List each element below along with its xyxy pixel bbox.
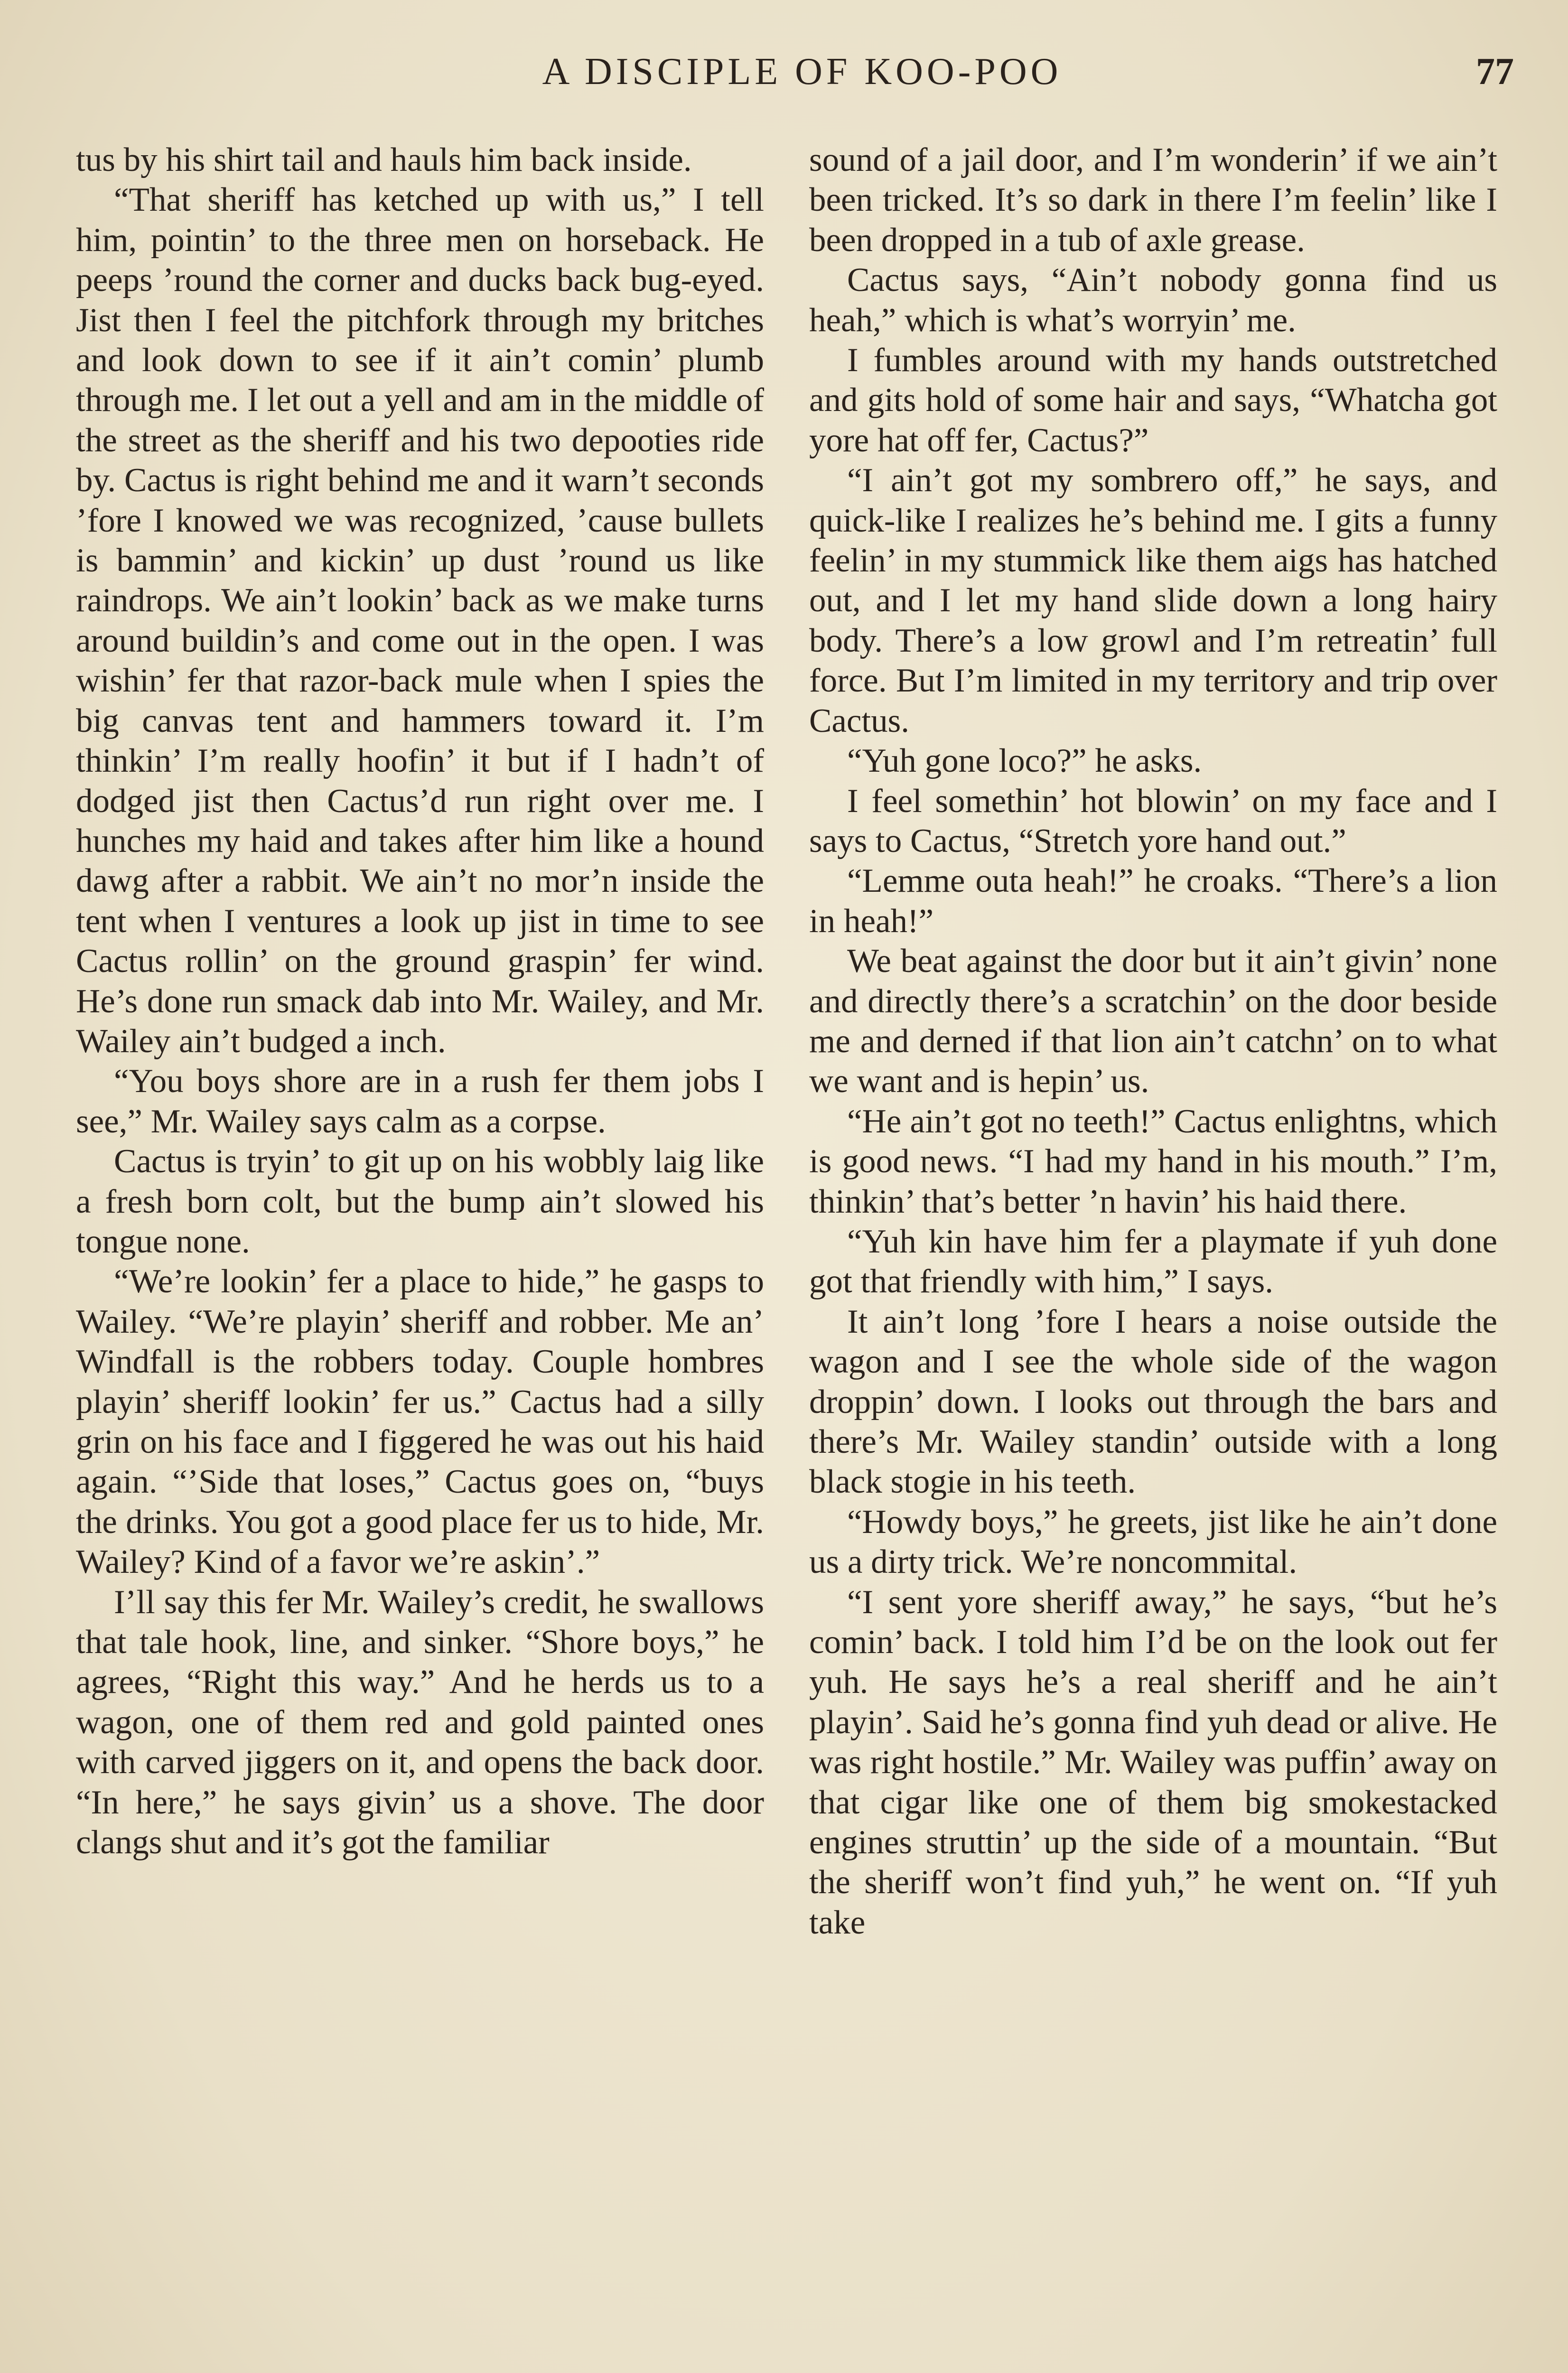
paragraph: I’ll say this fer Mr. Wailey’s credit, he swallows that tale hook, line, and sinker. “Shore boys,” he agrees, “Right this way.” And he herds us to a wagon, one of them red and gold painted ones with carved jiggers on it, and opens the back door. “In here,” he says givin’ us a shove. The door clangs shut and it’s got the familiar [76,1583,764,1861]
paragraph: Cactus says, “Ain’t nobody gonna find us heah,” which is what’s worryin’ me. [809,262,1497,339]
paragraph: “He ain’t got no teeth!” Cactus enlightns, which is good news. “I had my hand in his mouth.” I’m, thinkin’ that’s better ’n havin’ his haid there. [809,1102,1497,1220]
paragraph: It ain’t long ’fore I hears a noise outside the wagon and I see the whole side of the wagon droppin’ down. I looks out through the bars and there’s Mr. Wailey standin’ outside with a long black stogie in his teeth. [809,1303,1497,1501]
paragraph: I fumbles around with my hands outstretched and gits hold of some hair and says, “Whatcha got yore hat off fer, Cactus?” [809,342,1497,459]
paragraph: “That sheriff has ketched up with us,” I tell him, pointin’ to the three men on horseback. He peeps ’round the corner and ducks back bug-eyed. Jist then I feel the pitchfork through my britches and look down to see if it ain’t comin’ plumb through me. I let out a yell and am in the middle of the street as the sheriff and his two depooties ride by. Cactus is right behind me and it warn’t seconds ’fore I knowed we was recognized, ’cause bullets is bammin’ and kickin’ up dust ’round us like raindrops. We ain’t lookin’ back as we make turns around buildin’s and come out in the open. I was wishin’ fer that razor-back mule when I spies the big canvas tent and hammers toward it. I’m thinkin’ I’m really hoofin’ it but if I hadn’t of dodged jist then Cactus’d run right over me. I hunches my haid and takes after him like a hound dawg after a rabbit. We ain’t no mor’n inside the tent when I ventures a look up jist in time to see Cactus rollin’ on the ground graspin’ fer wind. He’s done run smack dab into Mr. Wailey, and Mr. Wailey ain’t budged a inch. [76,181,764,1060]
paragraph: Cactus is tryin’ to git up on his wobbly laig like a fresh born colt, but the bump ain’t slowed his tongue none. [76,1143,764,1260]
paragraph: “I sent yore sheriff away,” he says, “but he’s comin’ back. I told him I’d be on the look out fer yuh. He says he’s a real sheriff and he ain’t playin’. Said he’s gonna find yuh dead or alive. He was right hostile.” Mr. Wailey was puffin’ away on that cigar like one of them big smokestacked engines struttin’ up the side of a mountain. “But the sheriff won’t find yuh,” he went on. “If yuh take [809,1583,1497,1941]
page-number: 77 [1476,51,1514,93]
paragraph: “I ain’t got my sombrero off,” he says, and quick-like I realizes he’s behind me. I gits a funny feelin’ in my stummick like them aigs has hatched out, and I let my hand slide down a long hairy body. There’s a low growl and I’m retreatin’ full force. But I’m limited in my territory and trip over Cactus. [809,462,1497,739]
left-text-column [76,140,764,1862]
paragraph: “Yuh gone loco?” he asks. [847,742,1202,780]
paragraph: “We’re lookin’ fer a place to hide,” he gasps to Wailey. “We’re playin’ sheriff and robber. Me an’ Windfall is the robbers today. Couple hombres playin’ sheriff lookin’ fer us.” Cactus had a silly grin on his face and I figgered he was out his haid again. “’Side that loses,” Cactus goes on, “buys the drinks. You got a good place fer us to hide, Mr. Wailey? Kind of a favor we’re askin’.” [76,1263,764,1581]
page-header [0,46,1568,98]
right-text-column [809,140,1497,1943]
running-title: A DISCIPLE OF KOO-POO [542,51,1062,93]
paragraph: I feel somethin’ hot blowin’ on my face and I says to Cactus, “Stretch yore hand out.” [809,782,1497,860]
paragraph: tus by his shirt tail and hauls him back inside. [76,141,692,178]
paragraph: sound of a jail door, and I’m wonderin’ if we ain’t been tricked. It’s so dark in there I’m feelin’ like I been dropped in a tub of axle grease. [809,141,1497,259]
paragraph: “Howdy boys,” he greets, jist like he ain’t done us a dirty trick. We’re noncommital. [809,1503,1497,1581]
paragraph: We beat against the door but it ain’t givin’ none and directly there’s a scratchin’ on the door beside me and derned if that lion ain’t catchn’ on to what we want and is hepin’ us. [809,943,1497,1100]
paragraph: “Lemme outa heah!” he croaks. “There’s a lion in heah!” [809,862,1497,940]
paragraph: “You boys shore are in a rush fer them jobs I see,” Mr. Wailey says calm as a corpse. [76,1063,764,1140]
paragraph: “Yuh kin have him fer a playmate if yuh done got that friendly with him,” I says. [809,1223,1497,1300]
